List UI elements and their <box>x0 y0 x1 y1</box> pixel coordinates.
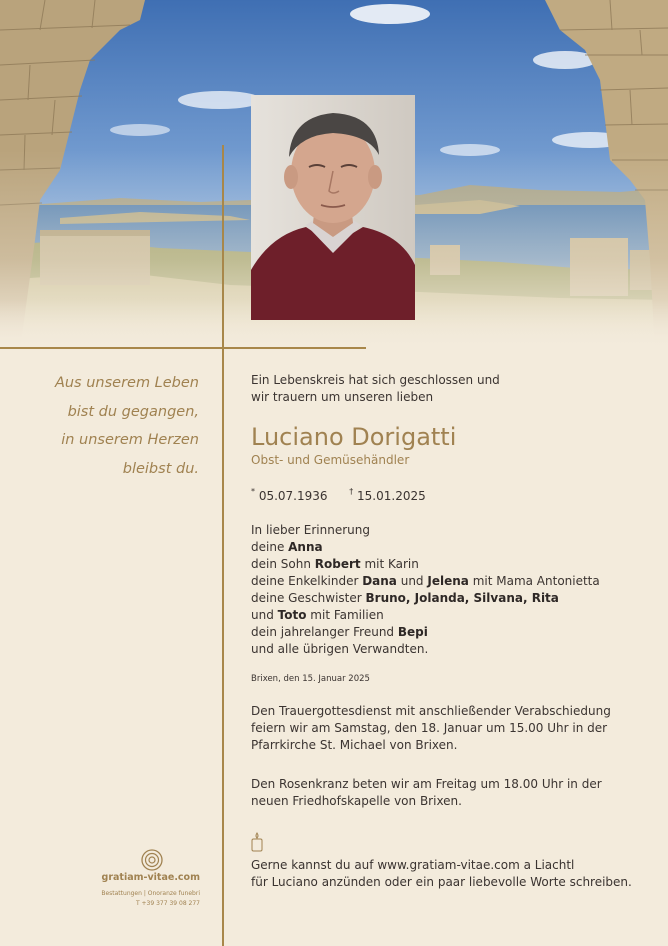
poem-line: in unserem Herzen <box>61 432 199 448</box>
mourners-line: deine Anna <box>251 540 323 554</box>
mourners-line: deine Enkelkinder Dana und Jelena mit Mama Antonietta <box>251 574 600 588</box>
mourner-name: Dana <box>362 574 397 588</box>
mourners-line: deine Geschwister Bruno, Jolanda, Silvana, Rita <box>251 591 559 605</box>
intro-text <box>251 372 651 406</box>
rosary-line: Den Rosenkranz beten wir am Freitag um 18.00 Uhr in der <box>251 777 602 791</box>
funeral-service-info <box>251 703 651 754</box>
life-dates <box>251 484 651 505</box>
mourner-name: Bepi <box>397 625 428 639</box>
cross-vertical-line <box>222 145 224 946</box>
funeral-line: feiern wir am Samstag, den 18. Januar um 15.00 Uhr in der <box>251 721 608 735</box>
rosary-info <box>251 776 651 810</box>
memorial-poem <box>55 369 199 483</box>
mourners-line: dein jahrelanger Freund Bepi <box>251 625 428 639</box>
mourners-line: In lieber Erinnerung <box>251 523 370 537</box>
funeral-line: Den Trauergottesdienst mit anschließender Verabschiedung <box>251 704 611 718</box>
candle-icon <box>250 832 264 856</box>
logo-subtitle: Bestattungen | Onoranze funebri <box>101 890 200 897</box>
birth-symbol: * <box>251 487 255 496</box>
poem-line: bist du gegangen, <box>67 403 199 420</box>
cross-horizontal-line <box>0 347 366 349</box>
mourner-name: Jelena <box>427 574 469 588</box>
intro-line: wir trauern um unseren lieben <box>251 390 434 404</box>
rosary-line: neuen Friedhofskapelle von Brixen. <box>251 794 462 808</box>
mourners-line: und Toto mit Familien <box>251 608 384 622</box>
mourners-line: dein Sohn Robert mit Karin <box>251 557 419 571</box>
mourners-list <box>251 522 651 658</box>
closing-message <box>251 857 632 891</box>
death-date: 15.01.2025 <box>357 489 426 503</box>
portrait-photo <box>251 95 415 320</box>
death-symbol: † <box>349 487 354 496</box>
closing-line: Gerne kannst du auf www.gratiam-vitae.com a Liachtl <box>251 858 575 872</box>
place-date: Brixen, den 15. Januar 2025 <box>251 674 370 684</box>
logo-phone: T +39 377 39 08 277 <box>135 900 200 907</box>
deceased-name: Luciano Dorigatti <box>251 423 457 451</box>
mourner-name: Bruno, Jolanda, Silvana, Rita <box>365 591 559 605</box>
poem-line: Aus unserem Leben <box>54 375 199 391</box>
poem-line: bleibst du. <box>122 460 199 477</box>
mourner-name: Robert <box>314 557 361 571</box>
mourner-name: Toto <box>277 608 307 622</box>
announcement-text <box>251 372 651 810</box>
logo-brand: gratiam-vitae.com <box>101 872 200 883</box>
mourner-name: Anna <box>288 540 323 554</box>
birth-date: 05.07.1936 <box>258 489 328 503</box>
deceased-profession: Obst- und Gemüsehändler <box>251 453 410 467</box>
funeral-line: Pfarrkirche St. Michael von Brixen. <box>251 738 458 752</box>
mourners-line: und alle übrigen Verwandten. <box>251 642 429 656</box>
intro-line: Ein Lebenskreis hat sich geschlossen und <box>251 373 500 387</box>
closing-line: für Luciano anzünden oder ein paar liebevolle Worte schreiben. <box>251 875 632 889</box>
